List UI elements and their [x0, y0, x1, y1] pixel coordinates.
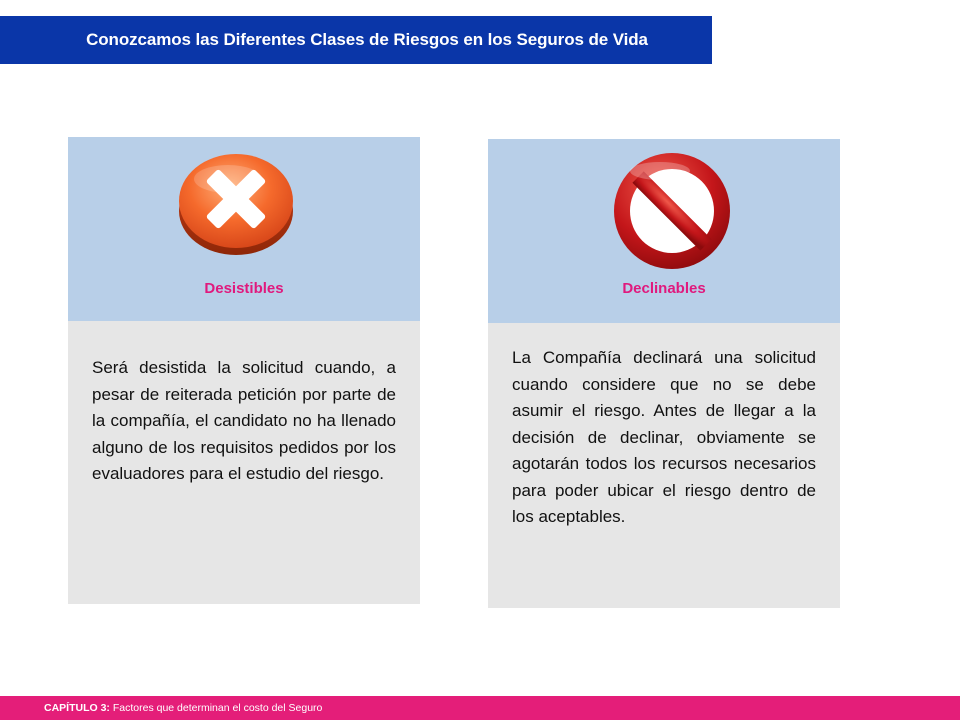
card-description: La Compañía declinará una solicitud cuando considere que no se debe asumir el riesgo. Antes de llegar a la decisión de declinar, obviamente se agotarán todos los recursos necesarios para poder ubicar el riesgo dentro de los aceptables. [512, 348, 816, 526]
card-desistibles [68, 137, 420, 604]
footer-caption [44, 702, 322, 714]
title-bar [0, 16, 712, 64]
card-label: Declinables [622, 280, 706, 297]
x-mark-icon [178, 149, 298, 259]
card-label: Desistibles [204, 280, 284, 297]
page-title: Conozcamos las Diferentes Clases de Riesgos en los Seguros de Vida [86, 30, 648, 49]
card-declinables [488, 139, 840, 608]
footer-subtitle: Factores que determinan el costo del Seguro [112, 702, 323, 714]
card-description: Será desistida la solicitud cuando, a pesar de reiterada petición por parte de la compañía, el candidato no ha llenado alguno de los requisitos pedidos por los evaluadores para el estudio del riesgo. [92, 358, 396, 483]
footer-chapter: CAPÍTULO 3: [44, 702, 110, 714]
footer-bar [0, 696, 960, 720]
prohibited-icon [610, 149, 734, 273]
